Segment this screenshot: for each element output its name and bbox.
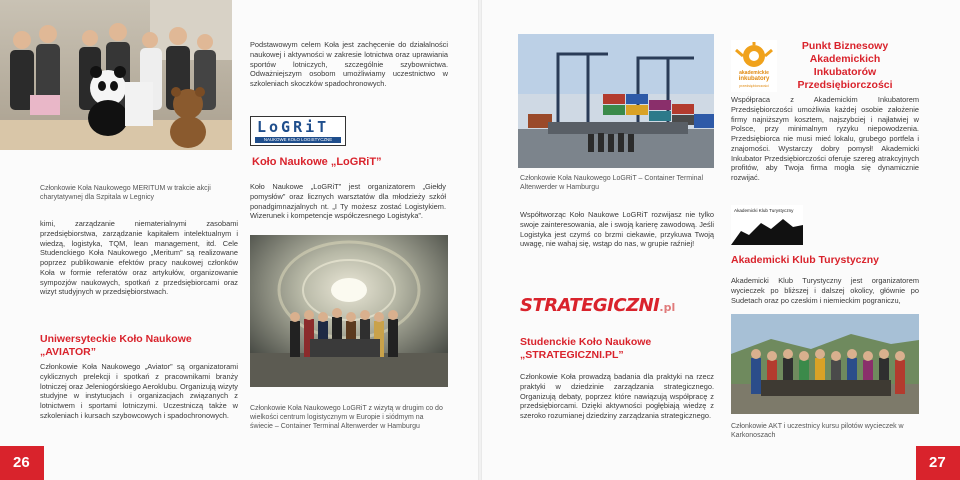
pbaip-heading bbox=[780, 40, 910, 93]
container-photo-caption: Członkowie Koła Naukowego LoGRiT – Container Terminal Altenwerder w Hamburgu bbox=[520, 175, 704, 192]
strategiczni-heading-line-1: Studenckie Koło Naukowe bbox=[520, 336, 652, 348]
page-number-badge-left bbox=[0, 446, 44, 480]
meritum-photo-caption: Członkowie Koła Naukowego MERITUM w trakcie akcji charytatywnej dla Szpitala w Legnicy bbox=[40, 185, 211, 202]
logrit-logo-subtitle: NAUKOWE KOŁO LOGISTYCZNE bbox=[255, 137, 341, 143]
meritum-group-photo bbox=[0, 0, 232, 150]
inkubatory-logo-mark bbox=[731, 42, 777, 72]
pbaip-heading-line-2: Akademickich Inkubatorów bbox=[809, 53, 881, 79]
pbaip-heading-line-1: Punkt Biznesowy bbox=[801, 40, 889, 52]
logrit-heading: Koło Naukowe „LoGRiT” bbox=[252, 156, 382, 168]
aviator-heading-line-1: Uniwersyteckie Koło Naukowe bbox=[40, 333, 192, 345]
page-number-left: 26 bbox=[13, 454, 30, 471]
aviator-description: Członkowie Koła Naukowego „Aviator” są organizatorami cyklicznych prelekcji i spotkań z pracownikami branży lotniczej oraz Jeleniogórskiego Aeroklubu. Organizują wizyty studyjne w instytucjach i organizacjach związanych z lotnictwem i sportami lotniczymi. Uczestniczą także w szkoleniach i kursach szybowcowych i spadochronowych. bbox=[40, 362, 238, 420]
strategiczni-heading bbox=[520, 336, 651, 361]
akt-heading: Akademicki Klub Turystyczny bbox=[731, 254, 880, 266]
akt-photo-caption: Członkowie AKT i uczestnicy kursu pilotów wycieczek w Karkonoszach bbox=[731, 423, 904, 440]
strategiczni-description: Członkowie Koła prowadzą badania dla praktyki na rzecz praktyki w dziedzinie zarządzania strategicznego. Organizują debaty, poprzez które nawiązują współpracę z przedsiębiorcami. Dzięki aktywności pogłębiają wiedzę z szeroko rozumianej dziedziny zarządzania strategicznego. bbox=[520, 372, 714, 421]
strategiczni-heading-line-2: „STRATEGICZNI.PL” bbox=[520, 348, 624, 361]
logrit-logo bbox=[250, 116, 346, 146]
tunnel-group-photo bbox=[250, 235, 448, 387]
pbaip-heading-line-3: Przedsiębiorczości bbox=[797, 79, 893, 92]
meritum-description: kimi, zarządzanie niematerialnymi zasobami przedsiębiorstwa, zarządzanie kapitałem intelektualnym i wiedzą, logistyka, TQM, lean management, itd. Cele Studenckiego Koła Naukowego „Meritum” są realizowane poprzez publikowanie efektów pracy naukowej członków Koła w formie referatów oraz artykułów, organizowanie sympozjów naukowych, spotkań z przedsiębiorcami oraz wizyt studyjnych w przedsiębiorstwach. bbox=[40, 219, 238, 297]
inkubatory-logo-text-3: przedsiębiorczości bbox=[739, 84, 769, 88]
strategiczni-logo bbox=[520, 295, 676, 327]
logrit-description: Koło Naukowe „LoGRiT” jest organizatorem „Giełdy pomysłów” oraz licznych warsztatów dla młodzieży szkół ponadgimnazjalnych nt. „I Ty możesz zostać Logistykiem. Wizerunek i kompetencje współczesnego Logistyka”. bbox=[250, 182, 446, 221]
aviator-heading-line-2: „AVIATOR” bbox=[40, 345, 97, 358]
inkubatory-logo-text-1: akademickie bbox=[739, 70, 769, 76]
akt-logo-text: Akademicki Klub Turystyczny bbox=[734, 208, 794, 213]
strategiczni-logo-suffix: .pl bbox=[659, 301, 676, 314]
logrit-logo-text: LoGRiT bbox=[257, 118, 330, 136]
right-page bbox=[480, 0, 960, 480]
tunnel-photo-caption: Członkowie Koła Naukowego LoGRiT z wizytą w drugim co do wielkości centrum logistycznym w Europie i siódmym na świecie – Container Terminal Altenwerder w Hamburgu bbox=[250, 405, 443, 431]
akt-logo bbox=[731, 205, 803, 245]
page-number-right: 27 bbox=[929, 454, 946, 471]
aviator-heading bbox=[40, 333, 192, 358]
page-gutter bbox=[478, 0, 482, 480]
strategiczni-logo-text: STRATEGICZNI bbox=[520, 295, 660, 316]
page-number-badge-right bbox=[916, 446, 960, 480]
akt-description: Akademicki Klub Turystyczny jest organizatorem wycieczek po bliższej i dalszej okolicy, głównie po Sudetach oraz po czeskim i niemieckim pograniczu, bbox=[731, 276, 919, 305]
akt-group-photo bbox=[731, 314, 919, 414]
logrit-join-text: Współtworząc Koło Naukowe LoGRiT rozwijasz nie tylko swoje zainteresowania, ale i swoją karierę zawodową. Jeśli Logistyka jest czymś co brzmi ciekawie, przykuwa Twoją uwagę, nie wahaj się, wstąp do nas, w grupie raźniej! bbox=[520, 210, 714, 249]
pbaip-description: Współpraca z Akademickim Inkubatorem Przedsiębiorczości umożliwia każdej osobie założenie firmy najniższym kosztem, najszybciej i najłatwiej w Polsce, przy minimalnym ryzyku niepowodzenia. Przedsiębiorca nie musi mieć lokalu, grubego portfela i znajomości. Wystarczy dobry pomysł! Akademicki Inkubator Przedsiębiorczości oferuje szereg atrakcyjnych profitów, aby Twoja firma mogła się dynamicznie rozwijać. bbox=[731, 95, 919, 183]
inkubatory-logo-text-2: inkubatory bbox=[738, 76, 770, 82]
aviator-intro-text: Podstawowym celem Koła jest zachęcenie do działalności naukowej i aktywności w zakresie lotnictwa oraz uprawiania sportów lotniczych, szczególnie szybownictwa. Odważniejszym osobom umożliwiamy uczestnictwo w szkoleniach skoczków spadochronowych. bbox=[250, 40, 448, 89]
inkubatory-logo bbox=[731, 40, 777, 92]
container-terminal-photo bbox=[518, 34, 714, 168]
akt-mountain-icon bbox=[731, 213, 803, 245]
